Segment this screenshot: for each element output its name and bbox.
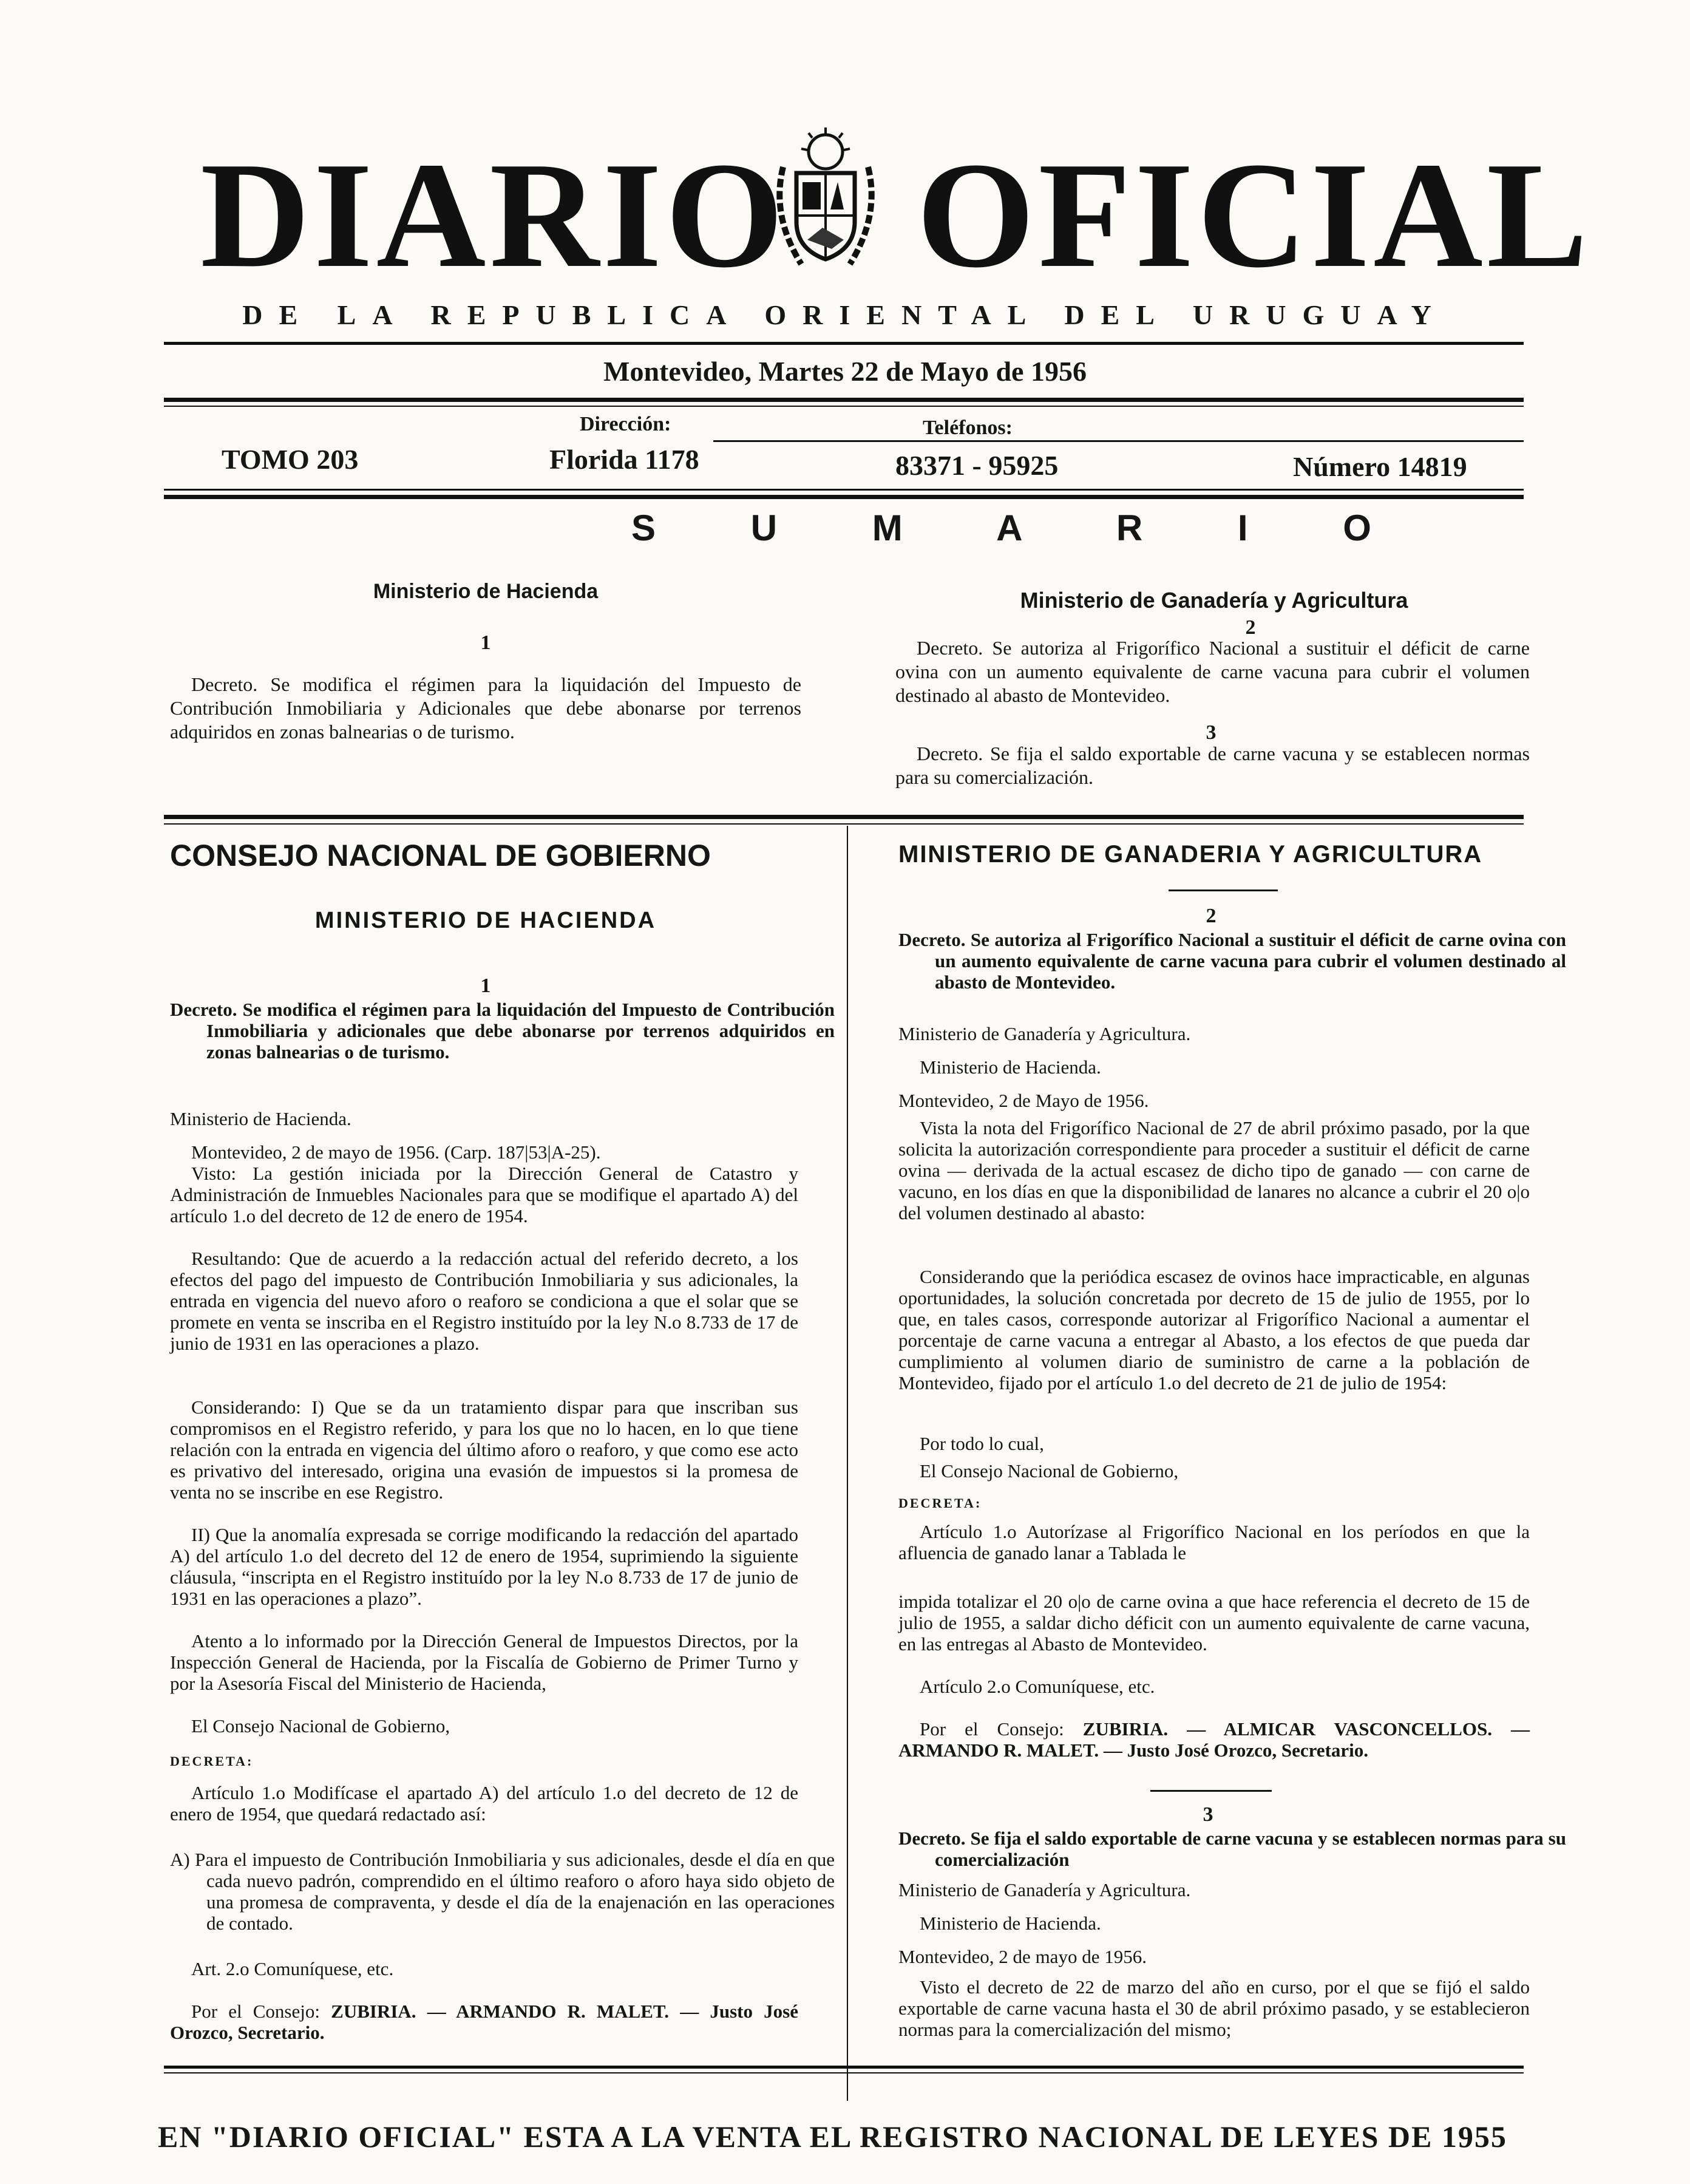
left-col-subheading: MINISTERIO DE HACIENDA <box>314 908 657 933</box>
direccion-label: Dirección: <box>580 413 671 435</box>
right-col-r7: Artículo 2.o Comuníquese, etc. <box>920 1676 1155 1697</box>
right-col-date3: Montevideo, 2 de mayo de 1956. <box>898 1946 1147 1967</box>
left-col-p1: Montevideo, 2 de mayo de 1956. (Carp. 187|53|A-25). <box>191 1141 601 1163</box>
right-col-heading: MINISTERIO DE GANADERIA Y AGRICULTURA <box>898 841 1483 868</box>
sumario-right-text-2: Decreto. Se autoriza al Frigorífico Nacional a sustituir el déficit de carne ovina con un aumento equivalente de carne vacuna para cubrir el volumen destinado al abasto de Montevideo. <box>895 637 1530 706</box>
direccion: Florida 1178 <box>549 444 699 475</box>
rule <box>713 440 1524 442</box>
right-col-date2: Montevideo, 2 de Mayo de 1956. <box>898 1090 1149 1111</box>
footer-banner: EN "DIARIO OFICIAL" ESTA A LA VENTA EL REGISTRO NACIONAL DE LEYES DE 1955 <box>158 2120 1507 2154</box>
rule <box>1150 1790 1272 1792</box>
right-col-r3: Por todo lo cual, <box>920 1433 1044 1454</box>
right-col-decree2-title: Decreto. Se autoriza al Frigorífico Nacional a sustituir el déficit de carne ovina con un aumento equivalente de carne vacuna para cubrir el volumen destinado al abasto de Montevideo. <box>898 929 1566 993</box>
masthead-title-right: OFICIAL <box>917 131 1592 299</box>
left-col-decree-title: Decreto. Se modifica el régimen para la liquidación del Impuesto de Contribución Inmobiliaria y adicionales que debe abonarse por terrenos adquiridos en zonas balnearias o de turismo. <box>170 999 835 1063</box>
right-col-sig-prefix: Por el Consejo: <box>920 1718 1083 1740</box>
sumario-left-text: Decreto. Se modifica el régimen para la liquidación del Impuesto de Contribución Inmobiliaria y Adicionales que debe abonarse por terrenos adquiridos en zonas balnearias o de turismo. <box>170 673 801 743</box>
rule <box>164 2072 1524 2073</box>
right-col-num-2: 2 <box>1206 905 1217 927</box>
left-col-num: 1 <box>480 975 491 997</box>
rule <box>164 495 1524 499</box>
dateline: Montevideo, Martes 22 de Mayo de 1956 <box>603 356 1087 387</box>
rule <box>164 489 1524 491</box>
left-col-decreta: DECRETA: <box>170 1754 254 1769</box>
right-col-m1: Ministerio de Ganadería y Agricultura. <box>898 1023 1191 1044</box>
sumario-right-heading: Ministerio de Ganadería y Agricultura <box>1020 588 1408 613</box>
rule <box>164 815 1524 819</box>
rule <box>164 2066 1524 2069</box>
sumario-right-num-2: 2 <box>1245 616 1256 639</box>
masthead-title-left: DIARIO <box>200 131 787 299</box>
left-col-artA: A) Para el impuesto de Contribución Inmobiliaria y sus adicionales, desde el día en que cada nuevo padrón, comprendido en el último reaforo o aforo haya sido objeto de una promesa de compraventa, y desde el día de la enajenación en las operaciones de contado. <box>170 1849 835 1934</box>
right-col-sig-names: ZUBIRIA. — ALMICAR VASCONCELLOS. — ARMANDO R. MALET. — Justo José Orozco, Secretario. <box>898 1718 1530 1761</box>
left-col-p3: Resultando: Que de acuerdo a la redacción actual del referido decreto, a los efectos del pago del impuesto de Contribución Inmobiliaria y sus adicionales, la entrada en vigencia del nuevo aforo o reaforo se condiciona a que el solar que se promete en venta se inscriba en el Registro instituído por la ley N.o 8.733 de 17 de junio de 1931 en las operaciones a plazo. <box>170 1248 798 1354</box>
tomo: TOMO 203 <box>222 444 359 475</box>
right-col-r1: Vista la nota del Frigorífico Nacional de 27 de abril próximo pasado, por la que solicita la autorización correspondiente para proceder a sustituir el déficit de carne ovina — derivada de la actual escasez de dicho tipo de ganado — con carne de vacuno, en los días en que la disponibilidad de lanares no alcance a cubrir el 20 o|o del volumen destinado al abasto: <box>898 1117 1530 1223</box>
masthead-subtitle: DE LA REPUBLICA ORIENTAL DEL URUGUAY <box>242 299 1448 330</box>
sumario-left-num: 1 <box>480 631 491 654</box>
sumario-left-heading: Ministerio de Hacienda <box>373 580 599 603</box>
right-col-m3: Ministerio de Ganadería y Agricultura. <box>898 1879 1191 1900</box>
right-col-r2: Considerando que la periódica escasez de ovinos hace impracticable, en algunas oportunidades, la solución concretada por decreto de 15 de julio de 1955, por lo que, en tales casos, corresponde autorizar al Frigorífico Nacional a aumentar el porcentaje de carne vacuna a entregar al Abasto, a los efectos de que pueda dar cumplimiento al volumen diario de suministro de carne a la población de Montevideo, fijado por el artículo 1.o del decreto de 21 de julio de 1954: <box>898 1266 1530 1393</box>
rule <box>164 342 1524 345</box>
rule <box>164 406 1524 407</box>
rule <box>164 823 1524 825</box>
column-divider <box>847 826 848 2101</box>
left-col-p7: El Consejo Nacional de Gobierno, <box>191 1715 450 1737</box>
left-col-heading: CONSEJO NACIONAL DE GOBIERNO <box>170 839 711 873</box>
left-col-p4: Considerando: I) Que se da un tratamiento dispar para que inscriban sus compromisos en el Registro referido, y para los que no lo hacen, en lo que tiene relación con la entrada en vigencia del último aforo o reaforo, y que como ese acto es privativo del interesado, origina una evasión de impuestos si la promesa de venta no se inscribe en ese Registro. <box>170 1396 798 1503</box>
numero: Número 14819 <box>1293 451 1467 482</box>
left-col-p2: Visto: La gestión iniciada por la Dirección General de Catastro y Administración de Inmuebles Nacionales para que se modifique el apartado A) del artículo 1.o del decreto de 12 de enero de 1954. <box>170 1163 798 1226</box>
right-col-num-3: 3 <box>1203 1803 1213 1826</box>
sumario-title: S U M A R I O <box>631 508 1414 548</box>
left-col-art1: Artículo 1.o Modifícase el apartado A) del artículo 1.o del decreto de 12 de enero de 1954, que quedará redactado así: <box>170 1782 798 1825</box>
left-col-sig-names: ZUBIRIA. — ARMANDO R. MALET. — Justo José Orozco, Secretario. <box>170 2001 798 2043</box>
left-col-signature <box>170 2001 798 2043</box>
sumario-right-num-3: 3 <box>1206 721 1217 744</box>
coat-of-arms-icon <box>765 124 886 276</box>
right-col-r6: impida totalizar el 20 o|o de carne ovina a que hace referencia el decreto de 15 de julio de 1955, a saldar dicho déficit con un aumento equivalente de carne vacuna, en las entregas al Abasto de Montevideo. <box>898 1591 1530 1655</box>
right-col-r4: El Consejo Nacional de Gobierno, <box>920 1460 1179 1482</box>
right-col-decreta: DECRETA: <box>898 1495 982 1511</box>
right-col-m2: Ministerio de Hacienda. <box>920 1056 1101 1078</box>
telefonos-label: Teléfonos: <box>923 417 1013 439</box>
rule <box>164 398 1524 402</box>
right-col-decree3-title: Decreto. Se fija el saldo exportable de carne vacuna y se establecen normas para su comercialización <box>898 1828 1566 1870</box>
telefonos: 83371 - 95925 <box>895 450 1059 481</box>
right-col-r5: Artículo 1.o Autorízase al Frigorífico Nacional en los períodos en que la afluencia de ganado lanar a Tablada le <box>898 1521 1530 1563</box>
left-col-p5: II) Que la anomalía expresada se corrige modificando la redacción del apartado A) del artículo 1.o del decreto del 12 de enero de 1954, suprimiendo la siguiente cláusula, “inscripta en el Registro instituído por la ley N.o 8.733 de 17 de junio de 1931 en las operaciones a plazo”. <box>170 1524 798 1609</box>
right-col-r8: Visto el decreto de 22 de marzo del año en curso, por el que se fijó el saldo exportable de carne vacuna hasta el 30 de abril próximo pasado, y se establecieron normas para la comercialización del mismo; <box>898 1976 1530 2040</box>
rule <box>1169 890 1278 891</box>
left-col-sig-prefix: Por el Consejo: <box>191 2001 331 2022</box>
left-col-ministry: Ministerio de Hacienda. <box>170 1108 351 1129</box>
right-col-signature <box>898 1718 1530 1761</box>
right-col-m4: Ministerio de Hacienda. <box>920 1913 1101 1934</box>
left-col-p6: Atento a lo informado por la Dirección General de Impuestos Directos, por la Inspección General de Hacienda, por la Fiscalía de Gobierno de Primer Turno y por la Asesoría Fiscal del Ministerio de Hacienda, <box>170 1630 798 1694</box>
sumario-right-text-3: Decreto. Se fija el saldo exportable de carne vacuna y se establecen normas para su comercialización. <box>895 743 1530 788</box>
left-col-art2: Art. 2.o Comuníquese, etc. <box>191 1958 394 1979</box>
